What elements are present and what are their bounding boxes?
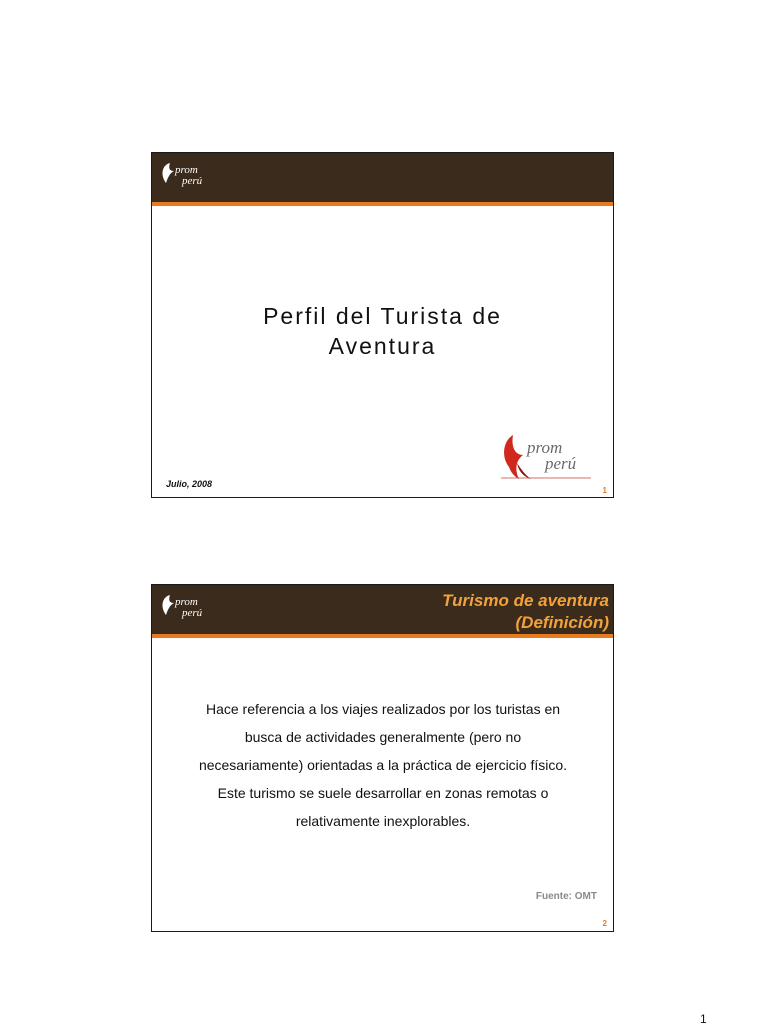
promperu-header-logo (158, 159, 218, 189)
slide-date: Julio, 2008 (166, 479, 213, 489)
slide-number: 1 (602, 486, 607, 495)
slide-source: Fuente: OMT (535, 891, 597, 902)
slide-title (152, 301, 613, 361)
big-logo-text-top: prom (527, 438, 563, 457)
slide-1 (151, 152, 614, 498)
promperu-header-logo (158, 591, 218, 621)
slide-2 (151, 584, 614, 932)
body-line: necesariamente) orientadas a la práctica de ejercicio físico. (198, 757, 568, 773)
header-title-line-1: Turismo de aventura (442, 591, 609, 610)
promperu-logo (501, 433, 593, 483)
body-line: Hace referencia a los viajes realizados por los turistas en (205, 701, 561, 717)
slide-header-title (442, 590, 609, 634)
header-title-line-2: (Definición) (515, 613, 609, 632)
logo-text-bottom: perú (182, 175, 203, 187)
slide-title-line-1: Perfil del Turista de (263, 303, 502, 329)
big-logo-text-bottom: perú (545, 454, 577, 473)
slide-title-line-2: Aventura (328, 333, 437, 359)
slide-body (172, 695, 594, 835)
body-line: Este turismo se suele desarrollar en zonas remotas o (217, 785, 549, 801)
body-line: busca de actividades generalmente (pero no (244, 729, 522, 745)
logo-text-bottom: perú (182, 607, 203, 619)
logo-text-top: prom (175, 596, 198, 608)
slide-header (152, 153, 613, 206)
page-corner-mark: 1 (700, 1012, 707, 1026)
logo-text-top: prom (175, 164, 198, 176)
body-line: relativamente inexplorables. (295, 813, 471, 829)
slide-header (152, 585, 613, 638)
slide-number: 2 (602, 919, 607, 928)
